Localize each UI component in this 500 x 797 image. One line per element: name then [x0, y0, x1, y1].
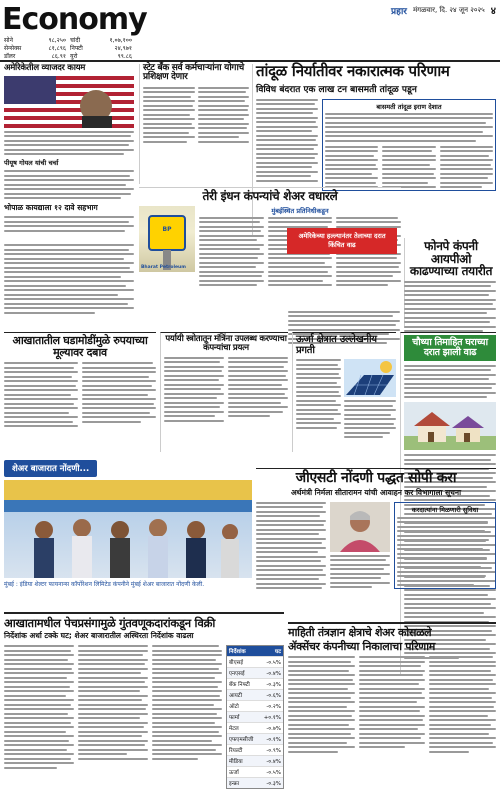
table-cell-value: -०.६%: [266, 693, 281, 700]
table-row: [227, 711, 283, 722]
taxpayer-box: [394, 502, 496, 590]
svg-text:BP: BP: [162, 225, 172, 233]
flag-image: [4, 76, 134, 128]
story-left-continuation: [4, 244, 134, 328]
market-name: निफ्टी: [70, 45, 83, 52]
index-table: [226, 645, 284, 789]
story-alternate-sources: [160, 332, 288, 452]
story-share-listing: [4, 456, 252, 606]
table-row: [227, 755, 283, 766]
page-number: ४: [490, 6, 496, 17]
table-row: [227, 722, 283, 733]
photo-caption: मुंबई : इंडिया शेल्टर फायनान्स कॉर्पोरेशन लिमिटेड कंपनीने मुंबई शेअर बाजारात नोंदणी केली.: [4, 581, 205, 588]
issue-date: मंगळवार, दि. २४ जून २०२५: [412, 5, 485, 14]
green-banner: [404, 335, 496, 361]
table-row: [227, 689, 283, 700]
headline: तेरी इंधन कंपन्यांचे शेअर वधारले: [202, 189, 338, 203]
table-cell-value: -०.३%: [266, 682, 281, 689]
us-flag-icon: [4, 76, 134, 128]
table-cell-name: मेटल: [229, 726, 239, 733]
story-investor-selling: [4, 612, 284, 794]
market-table: [4, 37, 134, 61]
minister-portrait-icon: [330, 502, 390, 552]
story-gst-headline-block: [256, 468, 496, 618]
headline: चौथ्या तिमाहित घराच्या दरात झाली वाढ: [412, 337, 488, 358]
table-cell-value: -०.१%: [266, 737, 281, 744]
table-row: [227, 678, 283, 689]
table-body: [227, 656, 283, 788]
table-cell-value: -०.९%: [266, 748, 281, 755]
table-row: [227, 656, 283, 667]
table-cell-value: -०.३%: [266, 781, 281, 788]
market-value: ९९.८६: [117, 53, 132, 60]
subhead: ॲक्सेंचर कंपनीच्या निकालाचा परिणाम: [288, 639, 436, 653]
logo-caption: Bharat Petroleum: [141, 264, 186, 270]
solar-panel-photo: [344, 359, 396, 397]
solar-panel-icon: [344, 359, 396, 397]
headline: पर्यायी स्त्रोतातून मंत्रिंना उपलब्ध करण्याचा कंपन्यांचा प्रयत्न: [165, 334, 287, 353]
table-cell-name: फार्मा: [229, 715, 240, 722]
story-it-sector: [288, 622, 496, 794]
box-title: करदात्यांना मिळणारी सुविधा: [411, 505, 479, 514]
table-cell-value: -०.५%: [266, 660, 281, 667]
headline: ऊर्जा क्षेत्रात उल्लेखनीय प्रगती: [296, 334, 377, 356]
table-row: [227, 667, 283, 678]
table-cell-name: ऊर्जा: [229, 770, 239, 777]
headline: आखातामधील पेचप्रसंगामुळे गुंतवणूकदारांकडून विक्री: [4, 616, 216, 630]
headline: स्टेट बँक सर्व कर्मचाऱ्यांना योगाचे प्रशिक्षण देणार: [143, 63, 244, 83]
table-cell-name: रियल्टी: [229, 748, 243, 755]
table-cell-value: -०.७%: [266, 726, 281, 733]
table-cell-name: ऑटो: [229, 704, 239, 711]
market-value: १,०७,१००: [109, 37, 132, 44]
subhead: निर्देशांक अर्धा टक्के घट; शेअर बाजारातील अस्थिरता निर्देशांक वाढला: [4, 631, 194, 641]
story-us-rates: [4, 64, 134, 240]
house-icon: [404, 402, 496, 450]
table-cell-name: बँक निफ्टी: [229, 682, 250, 689]
table-cell-value: -०.५%: [266, 770, 281, 777]
market-value: ८१,८९६: [48, 45, 66, 52]
table-cell-name: इन्फ्रा: [229, 781, 239, 788]
table-cell-name: आयटी: [229, 693, 243, 700]
subhead: पीयूष गोयल यांची चर्चा: [4, 159, 59, 168]
table-cell-value: -०.४%: [266, 671, 281, 678]
table-cell-value: -०.२%: [266, 704, 281, 711]
table-row: [227, 744, 283, 755]
table-row: [227, 733, 283, 744]
market-name: सेन्सेक्स: [4, 45, 22, 52]
market-name: चांदी: [70, 37, 81, 44]
paper-logo: प्रहार: [391, 6, 407, 17]
rice-box: [322, 99, 496, 192]
headline: अमेरिकेतील व्याजदर कायम: [4, 63, 86, 73]
ceremony-photo-icon: [4, 480, 252, 578]
market-value: २४,९७१: [114, 45, 132, 52]
byline: मुंबईस्थित प्रतिनिधीकडून: [271, 206, 329, 215]
table-row: [227, 766, 283, 777]
brief-headline: भोपाळ कायद्याला १२ दावे सहभाग: [4, 203, 98, 213]
table-header: घट: [274, 649, 281, 656]
table-cell-name: मीडिया: [229, 759, 243, 766]
table-cell-value: -०.४%: [266, 759, 281, 766]
headline: जीएसटी नोंदणी पद्धत सोपी करा: [295, 470, 457, 486]
story-sbi-yoga: [139, 64, 249, 184]
table-cell-name: एनएसई: [229, 671, 245, 678]
bharat-petroleum-logo-icon: [139, 206, 195, 272]
bpcl-photo: [139, 206, 195, 272]
market-name: सोने: [4, 37, 13, 44]
red-tag: अमेरिकेच्या हल्ल्यानंतर तेलाच्या दरात किंचित वाढ: [287, 228, 397, 254]
headline: आखातातील घडामोडींमुळे रुपयाच्या मूल्यावर दबाव: [12, 334, 148, 359]
masthead: [0, 0, 500, 62]
houses-photo: [404, 402, 496, 450]
story-phonepe-headline: [288, 240, 496, 328]
ceremony-photo: [4, 480, 252, 578]
table-cell-name: एफएमसीजी: [229, 737, 254, 744]
table-row: [227, 700, 283, 711]
box-title: बासमती तांदूळ इराण देशात: [376, 102, 442, 111]
share-banner: शेअर बाजारात नोंदणी...: [4, 460, 97, 477]
market-name: डॉलर: [4, 53, 16, 60]
headline: तांदूळ निर्यातीवर नकारात्मक परिणाम: [256, 62, 450, 80]
story-energy: [292, 332, 396, 452]
table-row: [227, 777, 283, 788]
table-header: निर्देशांक: [229, 649, 246, 656]
subhead: अर्थमंत्री निर्मला सीतारामन यांची आवाहन कर विभागाला सूचना: [290, 487, 462, 497]
minister-photo: [330, 502, 390, 552]
market-name: युरो: [70, 53, 78, 60]
subhead: विविध बंदरात एक लाख टन बासमती तांदूळ पडून: [256, 84, 417, 95]
section-title: Economy: [2, 2, 147, 37]
story-rupee: [4, 332, 156, 452]
headline: माहिती तंत्रज्ञान क्षेत्राचे शेअर कोसळले: [288, 626, 432, 639]
table-cell-value: +०.१%: [263, 715, 281, 722]
market-value: ८६.९१: [51, 53, 66, 60]
market-value: ९८,२५०: [48, 37, 66, 44]
headline: फोनपे कंपनी आयपीओ काढण्याच्या तयारीत: [409, 239, 493, 279]
table-cell-name: बीएसई: [229, 660, 244, 667]
